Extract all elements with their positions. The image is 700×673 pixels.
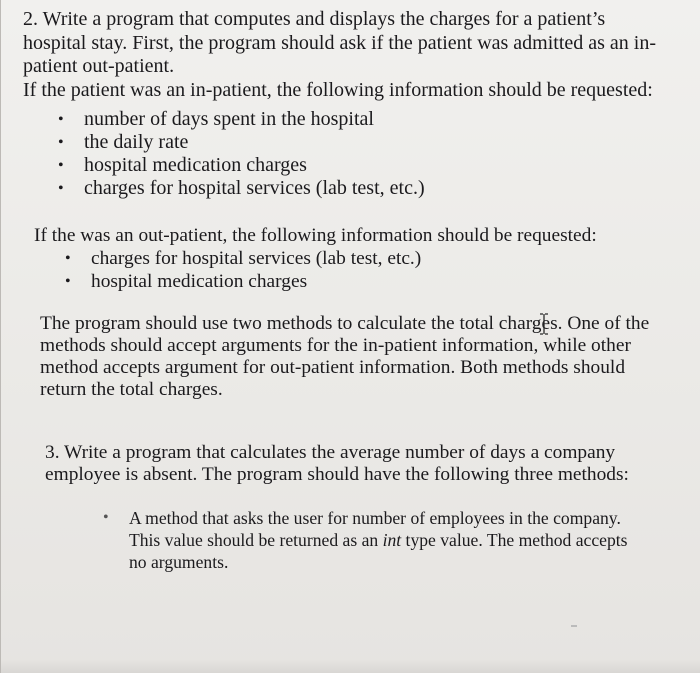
bullet-icon: • xyxy=(58,180,64,197)
text-line: hospital stay. First, the program should ask if the patient was admitted as an in- xyxy=(23,31,657,54)
inpatient-list xyxy=(56,108,425,200)
text-line: return the total charges. xyxy=(40,379,223,400)
bullet-icon: • xyxy=(65,250,71,267)
outpatient-list xyxy=(63,247,421,293)
bullet-icon: • xyxy=(65,273,71,290)
text-line: 3. Write a program that calculates the average number of days a company xyxy=(45,442,616,463)
text-line: patient out-patient. xyxy=(23,55,175,77)
i-beam-cursor-icon xyxy=(539,313,549,335)
int-keyword: int xyxy=(382,530,402,550)
outpatient-intro: If the was an out-patient, the following information should be requested: xyxy=(34,225,597,246)
bullet-icon: • xyxy=(103,509,109,526)
bullet-icon: • xyxy=(58,111,64,128)
bullet-icon: • xyxy=(58,157,64,174)
text-line: no arguments. xyxy=(129,552,229,572)
list-item: • hospital medication charges xyxy=(58,154,307,176)
q3-intro xyxy=(45,442,629,486)
list-item: • the daily rate xyxy=(58,131,189,153)
text-line: This value should be returned as an int type value. The method accepts xyxy=(129,530,628,550)
text-line: methods should accept arguments for the in-patient information, while other xyxy=(40,335,631,356)
text-line: The program should use two methods to calculate the total charges. One of the xyxy=(40,313,650,334)
list-item: • charges for hospital services (lab test, etc.) xyxy=(58,177,425,199)
q2-intro xyxy=(23,8,656,102)
text-line: method accepts argument for out-patient information. Both methods should xyxy=(40,357,626,378)
text-line: employee is absent. The program should have the following three methods: xyxy=(45,464,629,485)
text-line: 2. Write a program that computes and displays the charges for a patient’s xyxy=(23,8,606,30)
text-line: A method that asks the user for number of employees in the company. xyxy=(129,508,621,528)
page-mark xyxy=(571,625,577,627)
page-shadow xyxy=(1,659,700,673)
list-item: • hospital medication charges xyxy=(65,271,308,292)
text-line: If the patient was an in-patient, the following information should be requested: xyxy=(23,78,653,101)
list-item xyxy=(101,507,628,573)
list-item: • number of days spent in the hospital xyxy=(58,108,374,130)
bullet-icon: • xyxy=(58,134,64,151)
methods-paragraph xyxy=(40,313,649,401)
q3-methods-list xyxy=(101,507,628,573)
list-item: • charges for hospital services (lab test, etc.) xyxy=(65,248,422,269)
